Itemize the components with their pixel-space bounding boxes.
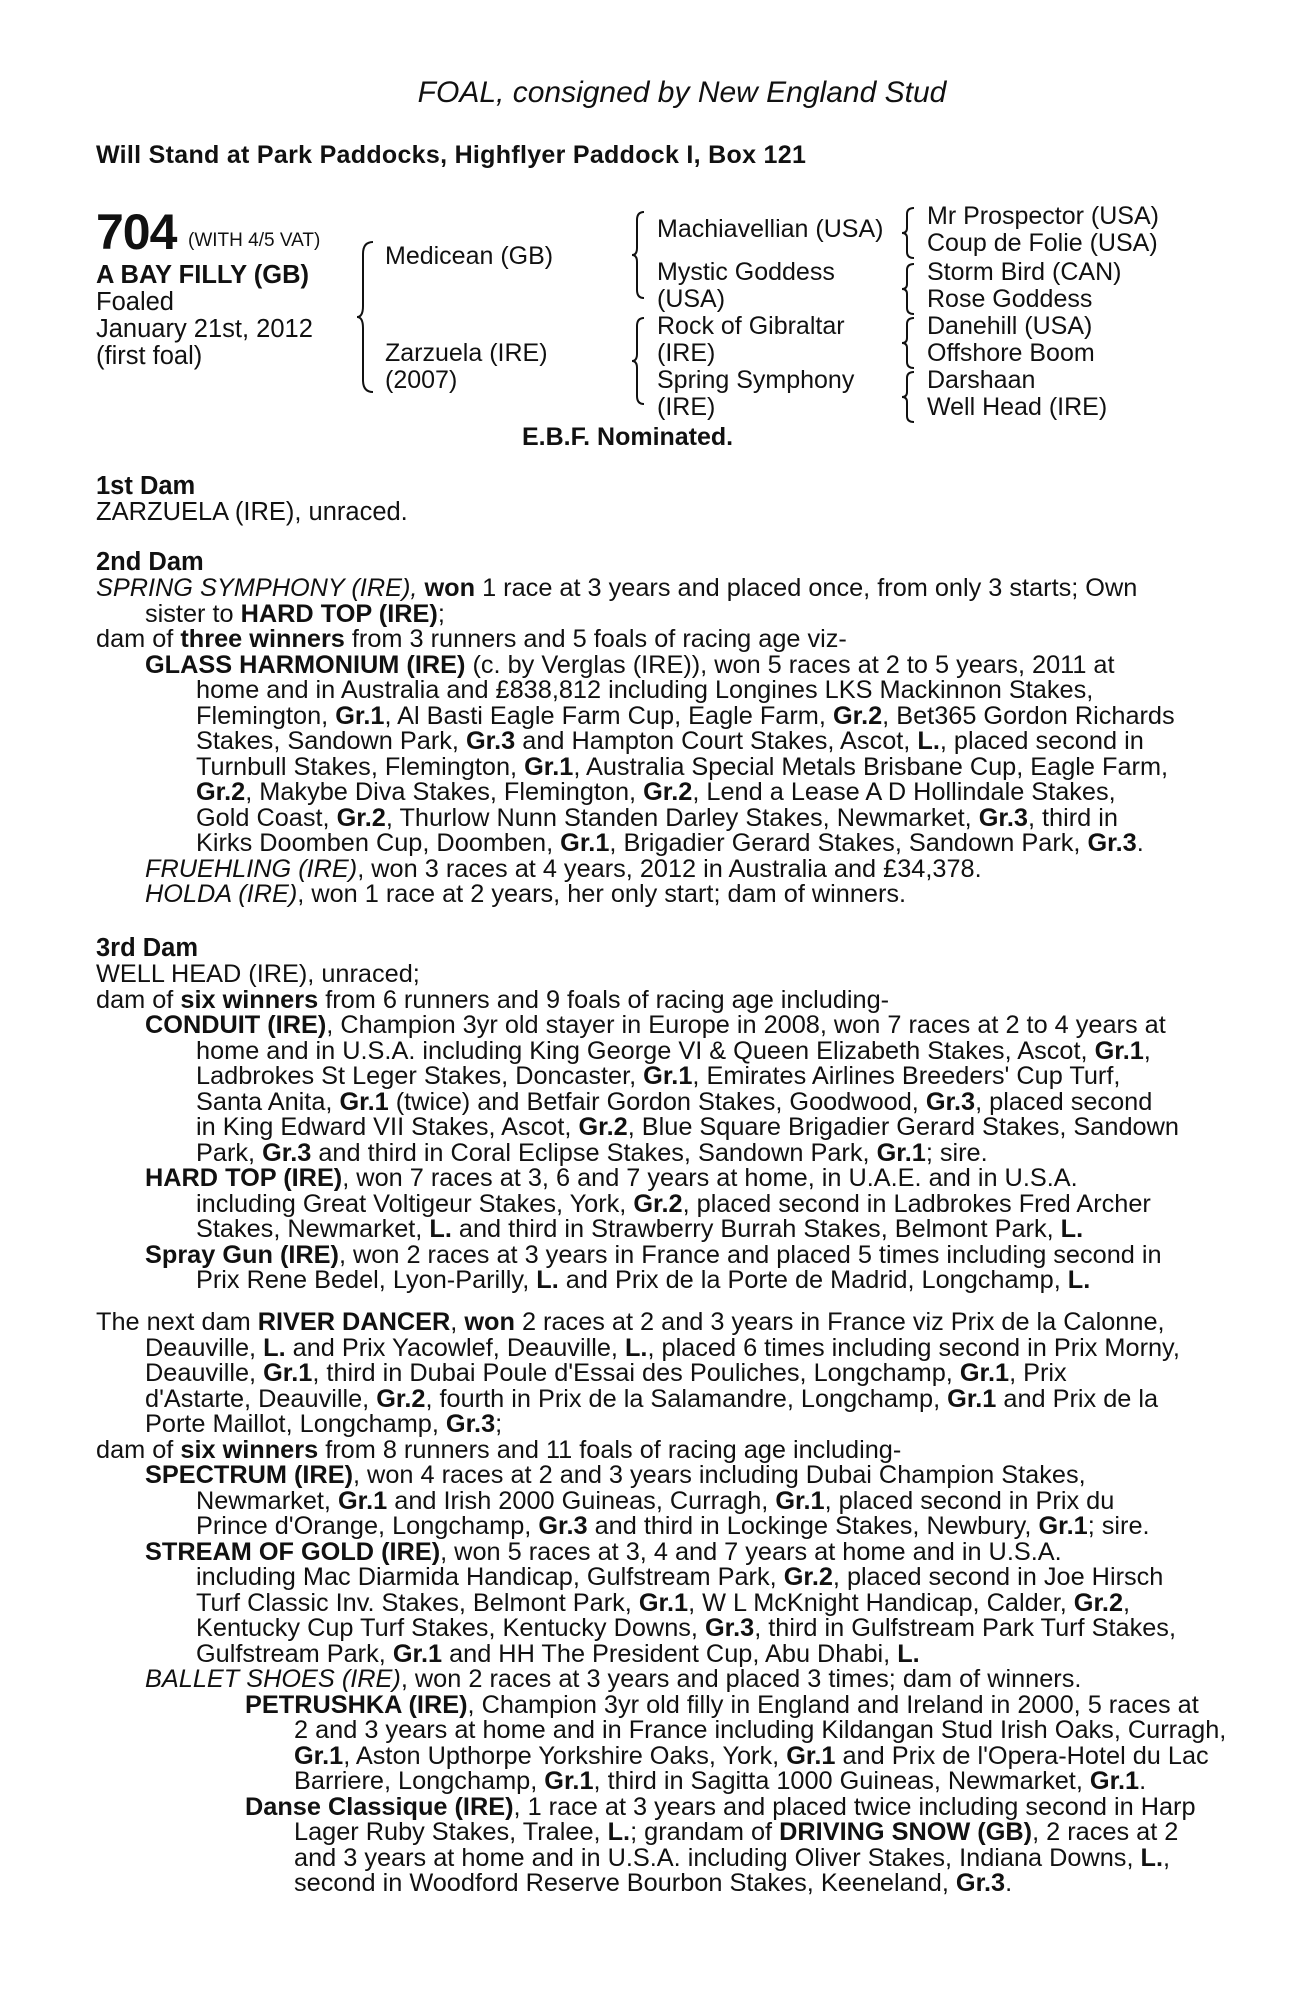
lot-number: 704 [96,204,177,260]
pedigree-dam-sire: Rock of Gibraltar [657,312,845,340]
pedigree-ssd: Coup de Folie (USA) [927,229,1158,257]
text-line: SPRING SYMPHONY (IRE), won 1 race at 3 years and placed once, from only 3 starts; Own [96,574,1138,602]
first-dam-text: ZARZUELA (IRE), unraced. [96,498,408,526]
text-line: including Mac Diarmida Handicap, Gulfstream Park, Gr.2, placed second in Joe Hirsch [196,1563,1164,1591]
second-dam-paragraph [96,576,1200,908]
pedigree-ddd: Well Head (IRE) [927,393,1108,421]
foal-note: (first foal) [96,342,203,370]
stand-location: Will Stand at Park Paddocks, Highflyer Paddock I, Box 121 [96,141,807,169]
text-line: Prix Rene Bedel, Lyon-Parilly, L. and Prix de la Porte de Madrid, Longchamp, L. [196,1266,1091,1294]
text-line: Turf Classic Inv. Stakes, Belmont Park, Gr.1, W L McKnight Handicap, Calder, Gr.2, [196,1588,1131,1617]
pedigree-dam-name: Zarzuela (IRE) [385,339,548,367]
text-line: Barriere, Longchamp, Gr.1, third in Sagitta 1000 Guineas, Newmarket, Gr.1. [294,1767,1147,1795]
text-line: Kentucky Cup Turf Stakes, Kentucky Downs, Gr.3, third in Gulfstream Park Turf Stakes, [196,1614,1176,1642]
pedigree-sire-sire: Machiavellian (USA) [657,215,884,243]
text-line: Stakes, Newmarket, L. and third in Strawberry Burrah Stakes, Belmont Park, L. [196,1215,1084,1243]
text-line: CONDUIT (IRE), Champion 3yr old stayer in Europe in 2008, won 7 races at 2 to 4 years at [145,1011,1166,1039]
text-line: The next dam RIVER DANCER, won 2 races at 2 and 3 years in France viz Prix de la Calonne, [96,1308,1165,1336]
text-line: Turnbull Stakes, Flemington, Gr.1, Australia Special Metals Brisbane Cup, Eagle Farm, [196,752,1169,781]
pedigree-brace-ss [900,206,918,260]
pedigree-sire-dam-country: (USA) [657,285,726,313]
third-dam-paragraph [96,962,1200,1294]
second-dam-heading: 2nd Dam [96,548,204,576]
ebf-nominated: E.B.F. Nominated. [522,423,734,451]
pedigree-brace-ds [900,316,918,370]
pedigree-dam-dam-country: (IRE) [657,393,716,421]
text-line: PETRUSHKA (IRE), Champion 3yr old filly in England and Ireland in 2000, 5 races at [245,1690,1199,1719]
text-line: Gr.2, Makybe Diva Stakes, Flemington, Gr.2, Lend a Lease A D Hollindale Stakes, [196,778,1116,806]
next-dam-paragraph [96,1308,1227,1897]
text-line: Flemington, Gr.1, Al Basti Eagle Farm Cup, Eagle Farm, Gr.2, Bet365 Gordon Richards [196,701,1175,730]
text-line: HARD TOP (IRE), won 7 races at 3, 6 and 7 years at home, in U.A.E. and in U.S.A. [145,1164,1078,1192]
text-line: Gr.1, Aston Upthorpe Yorkshire Oaks, York, Gr.1 and Prix de l'Opera-Hotel du Lac [294,1741,1209,1770]
text-line: WELL HEAD (IRE), unraced; [96,960,420,988]
foaled-label: Foaled [96,288,174,316]
pedigree-sds: Storm Bird (CAN) [927,258,1122,286]
text-line: BALLET SHOES (IRE), won 2 races at 3 years and placed 3 times; dam of winners. [145,1665,1082,1693]
pedigree-sire: Medicean (GB) [385,242,554,270]
text-line: Lager Ruby Stakes, Tralee, L.; grandam of DRIVING SNOW (GB), 2 races at 2 [294,1818,1179,1846]
text-line: d'Astarte, Deauville, Gr.2, fourth in Prix de la Salamandre, Longchamp, Gr.1 and Prix de la [145,1384,1159,1413]
text-line: dam of six winners from 6 runners and 9 foals of racing age including- [96,985,890,1014]
pedigree-brace-dd [900,370,918,424]
text-line: Gold Coast, Gr.2, Thurlow Nunn Standen Darley Stakes, Newmarket, Gr.3, third in [196,803,1118,832]
pedigree-dam-year: (2007) [385,366,458,394]
text-line: Deauville, L. and Prix Yacowlef, Deauville, L., placed 6 times including second in Prix Morny, [145,1333,1180,1362]
text-line: and 3 years at home and in U.S.A. including Oliver Stakes, Indiana Downs, L., [294,1843,1171,1872]
text-line: SPECTRUM (IRE), won 4 races at 2 and 3 years including Dubai Champion Stakes, [145,1461,1086,1489]
text-line: 2 and 3 years at home and in France including Kildangan Stud Irish Oaks, Curragh, [294,1716,1227,1744]
text-line: Deauville, Gr.1, third in Dubai Poule d'Essai des Pouliches, Longchamp, Gr.1, Prix [145,1359,1067,1387]
pedigree-dam-dam: Spring Symphony [657,366,855,394]
pedigree-brace-sire [630,210,650,300]
text-line: home and in Australia and £838,812 including Longines LKS Mackinnon Stakes, [196,676,1094,704]
text-line: Ladbrokes St Leger Stakes, Doncaster, Gr.1, Emirates Airlines Breeders' Cup Turf, [196,1062,1121,1090]
text-line: GLASS HARMONIUM (IRE) (c. by Verglas (IRE)), won 5 races at 2 to 5 years, 2011 at [145,650,1115,679]
pedigree-brace-sd [900,262,918,316]
first-dam-heading: 1st Dam [96,472,196,500]
text-line: Stakes, Sandown Park, Gr.3 and Hampton Court Stakes, Ascot, L., placed second in [196,727,1144,755]
pedigree-sire-dam: Mystic Goddess [657,258,835,286]
vat-note: (WITH 4/5 VAT) [188,230,321,251]
text-line: second in Woodford Reserve Bourbon Stakes, Keeneland, Gr.3. [294,1869,1013,1897]
text-line: FRUEHLING (IRE), won 3 races at 4 years, 2012 in Australia and £34,378. [145,854,982,883]
text-line: Prince d'Orange, Longchamp, Gr.3 and third in Lockinge Stakes, Newbury, Gr.1; sire. [196,1512,1150,1540]
pedigree-dam-sire-country: (IRE) [657,339,716,367]
text-line: Park, Gr.3 and third in Coral Eclipse Stakes, Sandown Park, Gr.1; sire. [196,1138,988,1167]
text-line: STREAM OF GOLD (IRE), won 5 races at 3, 4 and 7 years at home and in U.S.A. [145,1537,1062,1566]
text-line: in King Edward VII Stakes, Ascot, Gr.2, Blue Square Brigadier Gerard Stakes, Sandown [196,1113,1179,1141]
pedigree-dsd: Offshore Boom [927,339,1095,367]
text-line: Porte Maillot, Longchamp, Gr.3; [145,1410,503,1438]
text-line: including Great Voltigeur Stakes, York, Gr.2, placed second in Ladbrokes Fred Archer [196,1189,1151,1218]
text-line: Gulfstream Park, Gr.1 and HH The President Cup, Abu Dhabi, L. [196,1639,920,1668]
pedigree-dss: Danehill (USA) [927,312,1093,340]
pedigree-sss: Mr Prospector (USA) [927,202,1159,230]
third-dam-heading: 3rd Dam [96,934,199,962]
foal-info [96,262,313,370]
text-line: sister to HARD TOP (IRE); [145,599,445,628]
text-line: dam of three winners from 3 runners and 5 foals of racing age viz- [96,625,847,653]
text-line: Santa Anita, Gr.1 (twice) and Betfair Gordon Stakes, Goodwood, Gr.3, placed second [196,1087,1153,1116]
text-line: Newmarket, Gr.1 and Irish 2000 Guineas, Curragh, Gr.1, placed second in Prix du [196,1486,1115,1515]
text-line: home and in U.S.A. including King George VI & Queen Elizabeth Stakes, Ascot, Gr.1, [196,1036,1151,1065]
text-line: Kirks Doomben Cup, Doomben, Gr.1, Brigadier Gerard Stakes, Sandown Park, Gr.3. [196,829,1144,857]
foal-name: A BAY FILLY (GB) [96,261,310,289]
consignor-line: FOAL, consigned by New England Stud [417,76,947,109]
text-line: dam of six winners from 8 runners and 11 foals of racing age including- [96,1435,902,1464]
pedigree-brace-dam [630,316,650,406]
pedigree-brace-main [355,240,379,395]
pedigree-sdd: Rose Goddess [927,285,1093,313]
text-line: Spray Gun (IRE), won 2 races at 3 years in France and placed 5 times including second in [145,1240,1162,1269]
pedigree-dds: Darshaan [927,366,1036,394]
text-line: HOLDA (IRE), won 1 race at 2 years, her only start; dam of winners. [145,880,907,908]
foaled-date: January 21st, 2012 [96,315,313,343]
text-line: Danse Classique (IRE), 1 race at 3 years and placed twice including second in Harp [245,1792,1196,1821]
